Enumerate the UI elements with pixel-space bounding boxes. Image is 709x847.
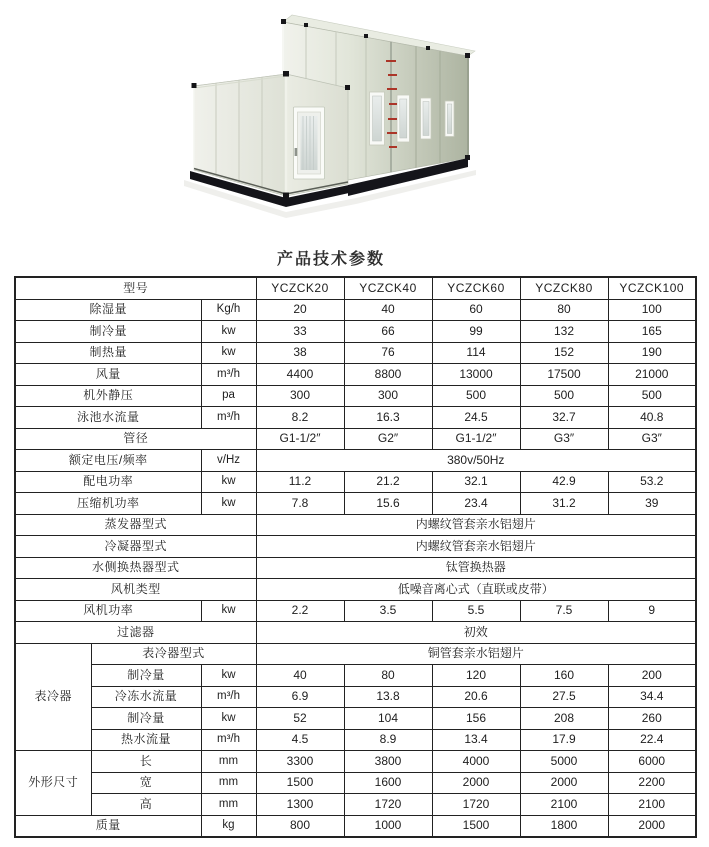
label-cell: 泳池水流量 xyxy=(15,407,201,429)
value-cell: 16.3 xyxy=(344,407,432,429)
unit-cell: pa xyxy=(201,385,256,407)
rear-door-window xyxy=(445,101,454,137)
span-cell: 380v/50Hz xyxy=(256,450,696,472)
span-cell: 铜管套亲水铝翅片 xyxy=(256,643,696,665)
unit-cell: m³/h xyxy=(201,407,256,429)
value-cell: 2100 xyxy=(520,794,608,816)
value-cell: 6.9 xyxy=(256,686,344,708)
value-cell: 40 xyxy=(344,299,432,321)
spec-table xyxy=(14,276,697,838)
value-cell: 1720 xyxy=(344,794,432,816)
value-cell: 3300 xyxy=(256,751,344,773)
span-cell: 初效 xyxy=(256,622,696,644)
model-cell: YCZCK60 xyxy=(432,277,520,299)
value-cell: 15.6 xyxy=(344,493,432,515)
table-row xyxy=(15,385,696,407)
value-cell: 4.5 xyxy=(256,729,344,751)
value-cell: 3.5 xyxy=(344,600,432,622)
table-row xyxy=(15,579,696,601)
value-cell: 120 xyxy=(432,665,520,687)
span-cell: 内螺纹管套亲水铝翅片 xyxy=(256,514,696,536)
unit-cell: mm xyxy=(201,751,256,773)
value-cell: 66 xyxy=(344,321,432,343)
value-cell: 17500 xyxy=(520,364,608,386)
value-cell: 500 xyxy=(520,385,608,407)
label-cell: 压缩机功率 xyxy=(15,493,201,515)
table-row xyxy=(15,708,696,730)
label-cell: 制冷量 xyxy=(91,708,201,730)
value-cell: 1500 xyxy=(256,772,344,794)
value-cell: 20 xyxy=(256,299,344,321)
value-cell: 2000 xyxy=(432,772,520,794)
value-cell: 38 xyxy=(256,342,344,364)
table-row xyxy=(15,751,696,773)
value-cell: 53.2 xyxy=(608,471,696,493)
value-cell: 24.5 xyxy=(432,407,520,429)
label-cell: 机外静压 xyxy=(15,385,201,407)
value-cell: 13000 xyxy=(432,364,520,386)
table-row xyxy=(15,686,696,708)
table-row xyxy=(15,557,696,579)
value-cell: 208 xyxy=(520,708,608,730)
product-photo xyxy=(176,8,530,224)
value-cell: 500 xyxy=(608,385,696,407)
value-cell: 34.4 xyxy=(608,686,696,708)
value-cell: 39 xyxy=(608,493,696,515)
value-cell: G1-1/2″ xyxy=(256,428,344,450)
table-row xyxy=(15,342,696,364)
unit-cell: m³/h xyxy=(201,729,256,751)
value-cell: 80 xyxy=(520,299,608,321)
value-cell: 132 xyxy=(520,321,608,343)
label-cell: 型号 xyxy=(15,277,256,299)
model-cell: YCZCK40 xyxy=(344,277,432,299)
label-cell: 表冷器型式 xyxy=(91,643,256,665)
unit-cell: m³/h xyxy=(201,364,256,386)
value-cell: 13.4 xyxy=(432,729,520,751)
table-row xyxy=(15,321,696,343)
unit-cell: mm xyxy=(201,772,256,794)
value-cell: 8.2 xyxy=(256,407,344,429)
table-row xyxy=(15,471,696,493)
value-cell: 156 xyxy=(432,708,520,730)
value-cell: 5000 xyxy=(520,751,608,773)
table-row xyxy=(15,622,696,644)
unit-cell: kw xyxy=(201,342,256,364)
model-cell: YCZCK80 xyxy=(520,277,608,299)
value-cell: 1600 xyxy=(344,772,432,794)
value-cell: 32.7 xyxy=(520,407,608,429)
value-cell: 23.4 xyxy=(432,493,520,515)
page-title: 产品技术参数 xyxy=(276,251,385,268)
span-cell: 钛管换热器 xyxy=(256,557,696,579)
table-row xyxy=(15,665,696,687)
value-cell: 114 xyxy=(432,342,520,364)
label-cell: 高 xyxy=(91,794,201,816)
label-cell: 制冷量 xyxy=(91,665,201,687)
table-row xyxy=(15,514,696,536)
value-cell: 8.9 xyxy=(344,729,432,751)
unit-cell: mm xyxy=(201,794,256,816)
unit-cell: Kg/h xyxy=(201,299,256,321)
unit-cell: kw xyxy=(201,321,256,343)
value-cell: 80 xyxy=(344,665,432,687)
value-cell: 2100 xyxy=(608,794,696,816)
value-cell: 40.8 xyxy=(608,407,696,429)
value-cell: 165 xyxy=(608,321,696,343)
value-cell: 300 xyxy=(256,385,344,407)
value-cell: 6000 xyxy=(608,751,696,773)
value-cell: 8800 xyxy=(344,364,432,386)
value-cell: 99 xyxy=(432,321,520,343)
value-cell: 4000 xyxy=(432,751,520,773)
value-cell: 1000 xyxy=(344,815,432,837)
label-cell: 长 xyxy=(91,751,201,773)
group-cell: 表冷器 xyxy=(15,643,91,751)
value-cell: 500 xyxy=(432,385,520,407)
unit-cell: kg xyxy=(201,815,256,837)
label-cell: 水侧换热器型式 xyxy=(15,557,256,579)
value-cell: 200 xyxy=(608,665,696,687)
value-cell: 100 xyxy=(608,299,696,321)
table-row xyxy=(15,536,696,558)
value-cell: 1720 xyxy=(432,794,520,816)
unit-cell: kw xyxy=(201,665,256,687)
unit-cell: kw xyxy=(201,600,256,622)
span-cell: 低噪音离心式（直联或皮带） xyxy=(256,579,696,601)
table-row xyxy=(15,407,696,429)
unit-cell: kw xyxy=(201,708,256,730)
value-cell: 160 xyxy=(520,665,608,687)
table-row xyxy=(15,450,696,472)
label-cell: 质量 xyxy=(15,815,201,837)
table-row xyxy=(15,299,696,321)
value-cell: 20.6 xyxy=(432,686,520,708)
value-cell: 800 xyxy=(256,815,344,837)
value-cell: 2000 xyxy=(520,772,608,794)
value-cell: 190 xyxy=(608,342,696,364)
table-row xyxy=(15,794,696,816)
front-door-window xyxy=(294,107,325,179)
group-cell: 外形尺寸 xyxy=(15,751,91,816)
value-cell: 104 xyxy=(344,708,432,730)
value-cell: 300 xyxy=(344,385,432,407)
value-cell: 2.2 xyxy=(256,600,344,622)
value-cell: 13.8 xyxy=(344,686,432,708)
value-cell: 1500 xyxy=(432,815,520,837)
table-row xyxy=(15,772,696,794)
value-cell: 2200 xyxy=(608,772,696,794)
label-cell: 制热量 xyxy=(15,342,201,364)
rear-door-window xyxy=(370,92,385,145)
value-cell: 2000 xyxy=(608,815,696,837)
rear-door-window xyxy=(421,98,432,139)
value-cell: 5.5 xyxy=(432,600,520,622)
value-cell: 21000 xyxy=(608,364,696,386)
model-cell: YCZCK100 xyxy=(608,277,696,299)
value-cell: 33 xyxy=(256,321,344,343)
label-cell: 额定电压/频率 xyxy=(15,450,201,472)
value-cell: 42.9 xyxy=(520,471,608,493)
value-cell: 40 xyxy=(256,665,344,687)
label-cell: 制冷量 xyxy=(15,321,201,343)
table-row xyxy=(15,729,696,751)
unit-cell: m³/h xyxy=(201,686,256,708)
label-cell: 除湿量 xyxy=(15,299,201,321)
label-cell: 管径 xyxy=(15,428,256,450)
label-cell: 蒸发器型式 xyxy=(15,514,256,536)
value-cell: 31.2 xyxy=(520,493,608,515)
value-cell: G2″ xyxy=(344,428,432,450)
value-cell: 22.4 xyxy=(608,729,696,751)
table-row xyxy=(15,277,696,299)
value-cell: 1300 xyxy=(256,794,344,816)
value-cell: 1800 xyxy=(520,815,608,837)
value-cell: 32.1 xyxy=(432,471,520,493)
value-cell: G3″ xyxy=(608,428,696,450)
label-cell: 冷冻水流量 xyxy=(91,686,201,708)
value-cell: 52 xyxy=(256,708,344,730)
label-cell: 风量 xyxy=(15,364,201,386)
value-cell: 76 xyxy=(344,342,432,364)
table-row xyxy=(15,493,696,515)
value-cell: 17.9 xyxy=(520,729,608,751)
table-row xyxy=(15,364,696,386)
value-cell: 11.2 xyxy=(256,471,344,493)
rear-door-window xyxy=(397,95,410,142)
value-cell: G3″ xyxy=(520,428,608,450)
value-cell: 3800 xyxy=(344,751,432,773)
value-cell: G1-1/2″ xyxy=(432,428,520,450)
value-cell: 7.5 xyxy=(520,600,608,622)
label-cell: 宽 xyxy=(91,772,201,794)
table-row xyxy=(15,428,696,450)
front-unit xyxy=(190,71,350,207)
label-cell: 配电功率 xyxy=(15,471,201,493)
span-cell: 内螺纹管套亲水铝翅片 xyxy=(256,536,696,558)
unit-cell: v/Hz xyxy=(201,450,256,472)
label-cell: 过滤器 xyxy=(15,622,256,644)
value-cell: 7.8 xyxy=(256,493,344,515)
value-cell: 21.2 xyxy=(344,471,432,493)
value-cell: 260 xyxy=(608,708,696,730)
door-latch xyxy=(295,148,298,156)
unit-cell: kw xyxy=(201,471,256,493)
value-cell: 4400 xyxy=(256,364,344,386)
table-row xyxy=(15,600,696,622)
value-cell: 9 xyxy=(608,600,696,622)
label-cell: 冷凝器型式 xyxy=(15,536,256,558)
unit-cell: kw xyxy=(201,493,256,515)
value-cell: 27.5 xyxy=(520,686,608,708)
value-cell: 152 xyxy=(520,342,608,364)
value-cell: 60 xyxy=(432,299,520,321)
label-cell: 风机功率 xyxy=(15,600,201,622)
table-row xyxy=(15,643,696,665)
table-row xyxy=(15,815,696,837)
model-cell: YCZCK20 xyxy=(256,277,344,299)
label-cell: 风机类型 xyxy=(15,579,256,601)
label-cell: 热水流量 xyxy=(91,729,201,751)
